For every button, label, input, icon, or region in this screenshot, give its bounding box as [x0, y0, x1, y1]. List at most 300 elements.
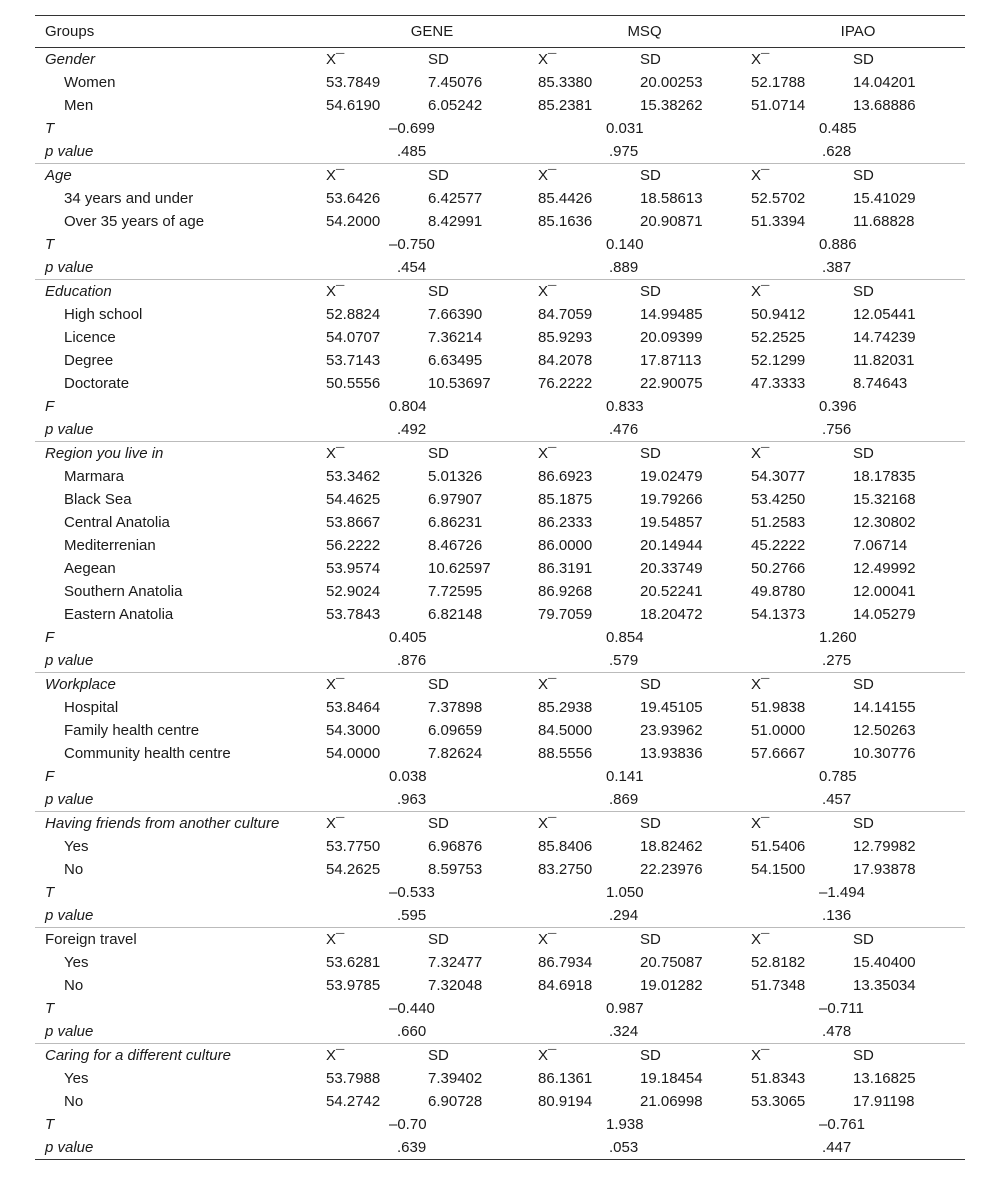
- test-statistic-value: 0.854: [606, 629, 644, 646]
- table-cell: 85.2938: [538, 699, 593, 716]
- test-statistic-value: 0.031: [606, 120, 644, 137]
- p-value-row: [35, 649, 965, 673]
- p-value: .454: [397, 259, 427, 276]
- table-cell: 12.00041: [853, 583, 916, 600]
- table-cell: 86.9268: [538, 583, 593, 600]
- table-cell: 13.16825: [853, 1070, 916, 1087]
- p-value-cell: [751, 1020, 965, 1044]
- p-value-label: p value: [45, 652, 94, 669]
- test-statistic-value: 0.141: [606, 768, 644, 785]
- test-statistic-cell: [751, 997, 965, 1020]
- table-cell: 53.6426: [326, 190, 381, 207]
- table-cell: 52.1788: [751, 74, 806, 91]
- mean-column-label: X¯: [538, 442, 640, 466]
- sd-column-label: SD: [853, 164, 965, 188]
- table-cell: 23.93962: [640, 722, 703, 739]
- table-cell: 84.5000: [538, 722, 593, 739]
- test-statistic-cell: [326, 997, 538, 1020]
- table-cell: 6.63495: [428, 352, 483, 369]
- table-row: [35, 835, 965, 858]
- section-header-row: [35, 280, 965, 304]
- sd-column-label: SD: [640, 442, 751, 466]
- p-value-cell: [538, 904, 751, 928]
- table-cell: 86.6923: [538, 468, 593, 485]
- table-cell: 6.86231: [428, 514, 483, 531]
- test-statistic-cell: [326, 233, 538, 256]
- table-cell: 7.39402: [428, 1070, 483, 1087]
- table-row: [35, 488, 965, 511]
- table-row: [35, 858, 965, 881]
- p-value-label: p value: [45, 907, 94, 924]
- row-label: No: [64, 977, 84, 994]
- p-value: .975: [609, 143, 639, 160]
- sd-column-label: SD: [428, 280, 538, 304]
- table-cell: 17.91198: [853, 1093, 915, 1110]
- mean-column-label: X¯: [751, 812, 853, 836]
- mean-column-label: X¯: [751, 164, 853, 188]
- table-cell: 51.0000: [751, 722, 806, 739]
- row-label: Central Anatolia: [64, 514, 170, 531]
- row-label: Southern Anatolia: [64, 583, 183, 600]
- test-statistic-row: [35, 997, 965, 1020]
- test-statistic-cell: [538, 765, 751, 788]
- test-statistic-cell: [751, 117, 965, 140]
- table-cell: 19.79266: [640, 491, 703, 508]
- test-statistic-row: [35, 117, 965, 140]
- table-cell: 51.3394: [751, 213, 806, 230]
- table-cell: 54.2625: [326, 861, 381, 878]
- mean-column-label: X¯: [326, 673, 428, 697]
- table-cell: 50.2766: [751, 560, 806, 577]
- p-value-cell: [326, 904, 538, 928]
- test-statistic-row: [35, 626, 965, 649]
- test-statistic-value: 0.140: [606, 236, 644, 253]
- table-cell: 51.5406: [751, 838, 806, 855]
- p-value: .660: [397, 1023, 427, 1040]
- sd-column-label: SD: [428, 48, 538, 72]
- table-cell: 18.82462: [640, 838, 703, 855]
- row-label: Aegean: [64, 560, 116, 577]
- table-cell: 20.00253: [640, 74, 703, 91]
- table-row: [35, 71, 965, 94]
- p-value-label: p value: [45, 421, 94, 438]
- table-row: [35, 465, 965, 488]
- mean-column-label: X¯: [538, 48, 640, 72]
- table-cell: 6.96876: [428, 838, 483, 855]
- sd-column-label: SD: [853, 280, 965, 304]
- test-statistic-value: 1.260: [819, 629, 857, 646]
- p-value: .963: [397, 791, 427, 808]
- table-cell: 20.90871: [640, 213, 703, 230]
- table-cell: 14.05279: [853, 606, 916, 623]
- table-cell: 19.02479: [640, 468, 703, 485]
- table-cell: 53.9574: [326, 560, 381, 577]
- row-label: Black Sea: [64, 491, 132, 508]
- header-row: [35, 16, 965, 48]
- table-row: [35, 742, 965, 765]
- p-value-cell: [326, 788, 538, 812]
- test-statistic-cell: [751, 765, 965, 788]
- table-cell: 19.45105: [640, 699, 703, 716]
- test-statistic-value: –0.750: [389, 236, 435, 253]
- sd-column-label: SD: [640, 812, 751, 836]
- p-value-label: p value: [45, 259, 94, 276]
- mean-column-label: X¯: [751, 1044, 853, 1068]
- p-value-row: [35, 256, 965, 280]
- section-header-row: [35, 673, 965, 697]
- p-value: .324: [609, 1023, 639, 1040]
- mean-column-label: X¯: [751, 673, 853, 697]
- sd-column-label: SD: [853, 673, 965, 697]
- p-value: .447: [822, 1139, 852, 1156]
- p-value-cell: [751, 418, 965, 442]
- test-statistic-cell: [326, 881, 538, 904]
- sd-column-label: SD: [428, 812, 538, 836]
- p-value: .476: [609, 421, 639, 438]
- table-cell: 20.14944: [640, 537, 703, 554]
- table-row: [35, 187, 965, 210]
- table-cell: 54.1500: [751, 861, 806, 878]
- table-cell: 52.2525: [751, 329, 806, 346]
- sd-column-label: SD: [428, 164, 538, 188]
- p-value: .387: [822, 259, 852, 276]
- p-value-cell: [751, 1136, 965, 1160]
- table-cell: 52.8824: [326, 306, 381, 323]
- table-cell: 49.8780: [751, 583, 806, 600]
- p-value-cell: [751, 788, 965, 812]
- header-gene: GENE: [326, 16, 538, 48]
- mean-column-label: X¯: [751, 442, 853, 466]
- p-value-row: [35, 904, 965, 928]
- table-cell: 86.7934: [538, 954, 593, 971]
- row-label: Hospital: [64, 699, 119, 716]
- test-statistic-cell: [538, 395, 751, 418]
- mean-column-label: X¯: [538, 812, 640, 836]
- mean-column-label: X¯: [326, 48, 428, 72]
- table-cell: 47.3333: [751, 375, 806, 392]
- p-value: .294: [609, 907, 639, 924]
- table-cell: 20.33749: [640, 560, 703, 577]
- row-label: Family health centre: [64, 722, 200, 739]
- section-header-row: [35, 928, 965, 952]
- test-statistic-value: 0.405: [389, 629, 427, 646]
- table-cell: 14.99485: [640, 306, 703, 323]
- p-value-row: [35, 1136, 965, 1160]
- table-cell: 13.93836: [640, 745, 703, 762]
- section-header-row: [35, 48, 965, 72]
- p-value: .756: [822, 421, 852, 438]
- table-cell: 14.14155: [853, 699, 916, 716]
- table-cell: 80.9194: [538, 1093, 593, 1110]
- table-cell: 22.90075: [640, 375, 703, 392]
- test-statistic-cell: [538, 233, 751, 256]
- p-value-label: p value: [45, 791, 94, 808]
- test-statistic-cell: [326, 117, 538, 140]
- table-cell: 18.20472: [640, 606, 703, 623]
- row-label: No: [64, 861, 84, 878]
- table-cell: 7.06714: [853, 537, 908, 554]
- table-cell: 86.1361: [538, 1070, 593, 1087]
- test-statistic-value: 0.396: [819, 398, 857, 415]
- table-cell: 86.2333: [538, 514, 593, 531]
- p-value-cell: [326, 256, 538, 280]
- sd-column-label: SD: [640, 1044, 751, 1068]
- row-label: 34 years and under: [64, 190, 194, 207]
- table-cell: 18.17835: [853, 468, 916, 485]
- table-cell: 57.6667: [751, 745, 806, 762]
- table-cell: 54.4625: [326, 491, 381, 508]
- table-cell: 15.38262: [640, 97, 703, 114]
- test-statistic-cell: [326, 395, 538, 418]
- table-cell: 52.5702: [751, 190, 806, 207]
- table-cell: 6.42577: [428, 190, 483, 207]
- row-label: Yes: [64, 1070, 89, 1087]
- p-value-cell: [326, 1136, 538, 1160]
- table-body: [35, 48, 965, 1160]
- table-cell: 54.3077: [751, 468, 806, 485]
- mean-column-label: X¯: [538, 1044, 640, 1068]
- table-cell: 53.8464: [326, 699, 381, 716]
- test-statistic-cell: [326, 1113, 538, 1136]
- test-statistic-row: [35, 765, 965, 788]
- table-cell: 50.9412: [751, 306, 806, 323]
- p-value-cell: [751, 140, 965, 164]
- sd-column-label: SD: [853, 1044, 965, 1068]
- test-statistic-value: –0.711: [819, 1000, 864, 1017]
- mean-column-label: X¯: [538, 928, 640, 952]
- test-statistic-value: 0.785: [819, 768, 857, 785]
- p-value-cell: [538, 649, 751, 673]
- table-cell: 86.3191: [538, 560, 593, 577]
- mean-column-label: X¯: [751, 280, 853, 304]
- p-value-row: [35, 788, 965, 812]
- table-row: [35, 1067, 965, 1090]
- table-cell: 50.5556: [326, 375, 381, 392]
- test-statistic-value: 1.050: [606, 884, 644, 901]
- table-cell: 79.7059: [538, 606, 593, 623]
- mean-column-label: X¯: [326, 928, 428, 952]
- table-cell: 53.3065: [751, 1093, 806, 1110]
- table-cell: 56.2222: [326, 537, 381, 554]
- table-cell: 51.7348: [751, 977, 806, 994]
- table-cell: 6.09659: [428, 722, 483, 739]
- table-cell: 84.2078: [538, 352, 593, 369]
- table-cell: 11.82031: [853, 352, 915, 369]
- row-label: Yes: [64, 838, 89, 855]
- p-value: .457: [822, 791, 852, 808]
- table-row: [35, 372, 965, 395]
- table-cell: 52.8182: [751, 954, 806, 971]
- test-statistic-row: [35, 1113, 965, 1136]
- p-value-label: p value: [45, 143, 94, 160]
- table-row: [35, 557, 965, 580]
- statistics-table: [35, 15, 965, 1160]
- p-value: .639: [397, 1139, 427, 1156]
- test-statistic-cell: [751, 395, 965, 418]
- section-header-row: [35, 164, 965, 188]
- section-title: Foreign travel: [35, 928, 326, 952]
- table-cell: 86.0000: [538, 537, 593, 554]
- p-value-label: p value: [45, 1023, 94, 1040]
- test-statistic-label: T: [45, 236, 55, 253]
- table-row: [35, 696, 965, 719]
- table-cell: 6.97907: [428, 491, 483, 508]
- table-cell: 76.2222: [538, 375, 593, 392]
- table-cell: 19.54857: [640, 514, 703, 531]
- test-statistic-cell: [538, 997, 751, 1020]
- p-value-row: [35, 418, 965, 442]
- test-statistic-value: 0.804: [389, 398, 427, 415]
- p-value-row: [35, 1020, 965, 1044]
- p-value-row: [35, 140, 965, 164]
- table-row: [35, 719, 965, 742]
- test-statistic-cell: [538, 117, 751, 140]
- table-cell: 7.72595: [428, 583, 483, 600]
- table-cell: 53.7843: [326, 606, 381, 623]
- mean-column-label: X¯: [538, 673, 640, 697]
- test-statistic-row: [35, 395, 965, 418]
- table-cell: 85.2381: [538, 97, 593, 114]
- section-title: Workplace: [35, 673, 326, 697]
- p-value: .628: [822, 143, 852, 160]
- p-value: .595: [397, 907, 427, 924]
- row-label: Doctorate: [64, 375, 130, 392]
- table-cell: 53.7750: [326, 838, 381, 855]
- p-value: .889: [609, 259, 639, 276]
- sd-column-label: SD: [640, 280, 751, 304]
- sd-column-label: SD: [853, 928, 965, 952]
- mean-column-label: X¯: [326, 164, 428, 188]
- p-value-cell: [751, 649, 965, 673]
- table-cell: 12.50263: [853, 722, 916, 739]
- p-value-cell: [326, 140, 538, 164]
- p-value: .492: [397, 421, 427, 438]
- row-label: Women: [64, 74, 116, 91]
- table-cell: 5.01326: [428, 468, 483, 485]
- mean-column-label: X¯: [751, 48, 853, 72]
- p-value-cell: [326, 418, 538, 442]
- row-label: No: [64, 1093, 84, 1110]
- table-cell: 85.1636: [538, 213, 593, 230]
- sd-column-label: SD: [428, 1044, 538, 1068]
- table-cell: 54.6190: [326, 97, 381, 114]
- table-cell: 85.1875: [538, 491, 593, 508]
- section-title: Region you live in: [35, 442, 326, 466]
- table-cell: 7.37898: [428, 699, 483, 716]
- section-title: Having friends from another culture: [35, 812, 326, 836]
- table-cell: 54.2742: [326, 1093, 381, 1110]
- table-cell: 53.4250: [751, 491, 806, 508]
- test-statistic-label: T: [45, 1116, 55, 1133]
- p-value-cell: [326, 1020, 538, 1044]
- table-cell: 85.9293: [538, 329, 593, 346]
- table-cell: 45.2222: [751, 537, 806, 554]
- table-cell: 12.30802: [853, 514, 916, 531]
- p-value-cell: [751, 256, 965, 280]
- table-cell: 11.68828: [853, 213, 915, 230]
- test-statistic-value: 0.485: [819, 120, 857, 137]
- p-value-cell: [751, 904, 965, 928]
- test-statistic-label: F: [45, 398, 55, 415]
- mean-column-label: X¯: [326, 812, 428, 836]
- sd-column-label: SD: [853, 48, 965, 72]
- table-cell: 10.62597: [428, 560, 491, 577]
- test-statistic-label: T: [45, 120, 55, 137]
- mean-column-label: X¯: [751, 928, 853, 952]
- p-value: .478: [822, 1023, 852, 1040]
- sd-column-label: SD: [640, 164, 751, 188]
- table-cell: 88.5556: [538, 745, 593, 762]
- table-cell: 54.2000: [326, 213, 381, 230]
- test-statistic-label: F: [45, 768, 55, 785]
- table-cell: 53.7988: [326, 1070, 381, 1087]
- row-label: Eastern Anatolia: [64, 606, 174, 623]
- table-cell: 7.32048: [428, 977, 483, 994]
- p-value-cell: [326, 649, 538, 673]
- table-cell: 15.32168: [853, 491, 916, 508]
- table-row: [35, 580, 965, 603]
- mean-column-label: X¯: [538, 164, 640, 188]
- table-cell: 20.52241: [640, 583, 703, 600]
- table-cell: 53.7849: [326, 74, 381, 91]
- table-cell: 83.2750: [538, 861, 593, 878]
- test-statistic-value: 1.938: [606, 1116, 644, 1133]
- header-ipao: IPAO: [751, 16, 965, 48]
- mean-column-label: X¯: [326, 280, 428, 304]
- section-title: Education: [35, 280, 326, 304]
- sd-column-label: SD: [640, 928, 751, 952]
- table-cell: 7.66390: [428, 306, 483, 323]
- table-cell: 54.3000: [326, 722, 381, 739]
- table-cell: 7.45076: [428, 74, 483, 91]
- table-cell: 53.7143: [326, 352, 381, 369]
- test-statistic-label: T: [45, 884, 55, 901]
- table-cell: 18.58613: [640, 190, 703, 207]
- p-value: .136: [822, 907, 852, 924]
- row-label: Men: [64, 97, 94, 114]
- table-cell: 10.30776: [853, 745, 916, 762]
- header-msq: MSQ: [538, 16, 751, 48]
- row-label: Mediterrenian: [64, 537, 156, 554]
- table-cell: 51.9838: [751, 699, 806, 716]
- sd-column-label: SD: [428, 928, 538, 952]
- table-row: [35, 210, 965, 233]
- section-header-row: [35, 442, 965, 466]
- test-statistic-cell: [326, 626, 538, 649]
- table-cell: 14.74239: [853, 329, 916, 346]
- table-row: [35, 974, 965, 997]
- table-cell: 13.35034: [853, 977, 916, 994]
- test-statistic-value: –0.70: [389, 1116, 427, 1133]
- table-cell: 20.75087: [640, 954, 703, 971]
- test-statistic-cell: [538, 1113, 751, 1136]
- row-label: Marmara: [64, 468, 125, 485]
- mean-column-label: X¯: [326, 442, 428, 466]
- table-cell: 17.93878: [853, 861, 916, 878]
- table-cell: 6.82148: [428, 606, 483, 623]
- test-statistic-row: [35, 881, 965, 904]
- table-cell: 17.87113: [640, 352, 702, 369]
- test-statistic-cell: [751, 881, 965, 904]
- table-row: [35, 1090, 965, 1113]
- table-row: [35, 534, 965, 557]
- test-statistic-value: 0.886: [819, 236, 857, 253]
- table-cell: 53.9785: [326, 977, 381, 994]
- table-cell: 7.82624: [428, 745, 483, 762]
- table-row: [35, 303, 965, 326]
- table-cell: 15.40400: [853, 954, 916, 971]
- test-statistic-cell: [751, 626, 965, 649]
